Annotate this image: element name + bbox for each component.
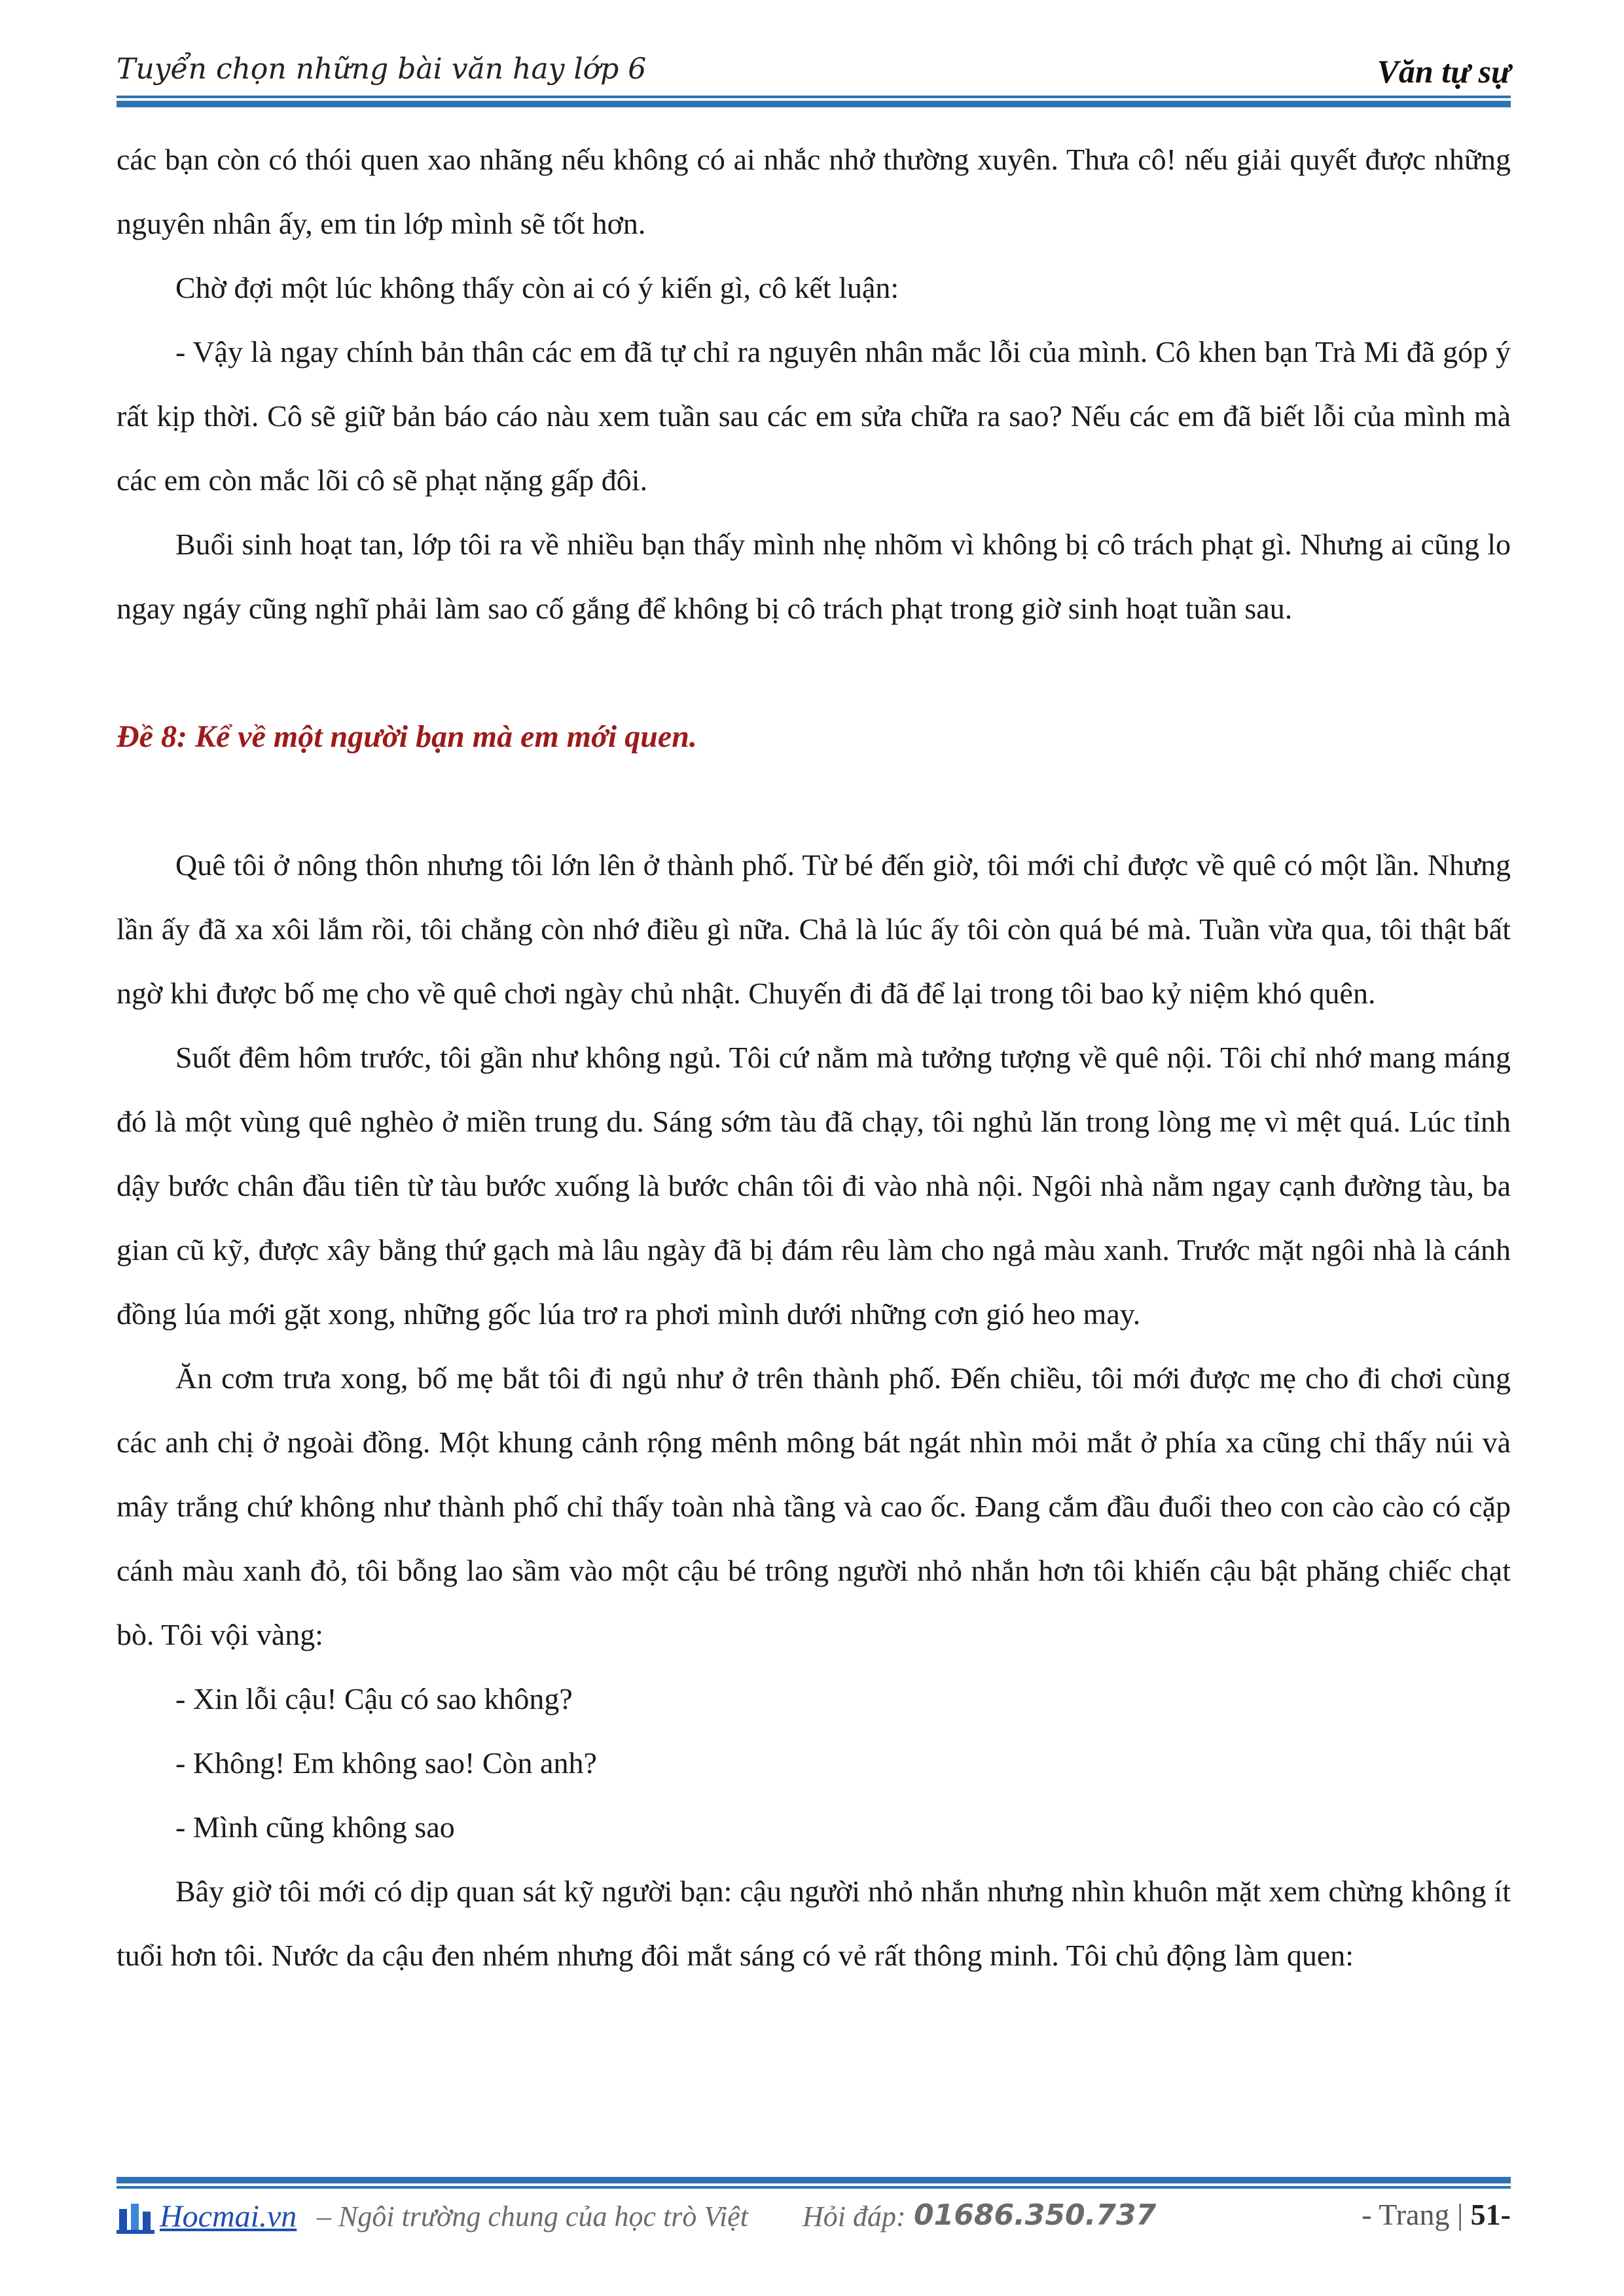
hotline-label: Hỏi đáp: bbox=[803, 2200, 906, 2233]
page-header bbox=[117, 52, 1511, 98]
header-section-title: Văn tự sự bbox=[1377, 53, 1511, 90]
dialogue-line: - Không! Em không sao! Còn anh? bbox=[175, 1746, 597, 1780]
page-number bbox=[1362, 2197, 1511, 2232]
section-heading: Đề 8: Kể về một người bạn mà em mới quen. bbox=[117, 719, 697, 754]
dialogue-line: - Mình cũng không sao bbox=[175, 1810, 455, 1844]
paragraph: Bây giờ tôi mới có dịp quan sát kỹ người bạn: cậu người nhỏ nhắn nhưng nhìn khuôn mặt xem chừng không ít tuổi hơn tôi. Nước da cậu đen nhém nhưng đôi mắt sáng có vẻ rất thông minh. Tôi chủ động làm quen: bbox=[117, 1874, 1511, 1972]
page-prefix: - Trang | bbox=[1362, 2198, 1464, 2231]
footer-rule bbox=[117, 2177, 1511, 2189]
paragraph: Suốt đêm hôm trước, tôi gần như không ngủ. Tôi cứ nằm mà tưởng tượng về quê nội. Tôi chỉ nhớ mang máng đó là một vùng quê nghèo ở miền trung du. Sáng sớm tàu đã chạy, tôi nghủ lăn trong lòng mẹ vì mệt quá. Lúc tỉnh dậy bước chân đầu tiên từ tàu bước xuống là bước chân tôi đi vào nhà nội. Ngôi nhà nằm ngay cạnh đường tàu, ba gian cũ kỹ, được xây bằng thứ gạch mà lâu ngày đã bị đám rêu làm cho ngả màu xanh. Trước mặt ngôi nhà là cánh đồng lúa mới gặt xong, những gốc lúa trơ ra phơi mình dưới những cơn gió heo may. bbox=[117, 1041, 1511, 1331]
header-rule bbox=[117, 96, 1511, 107]
site-link[interactable]: Hocmai.vn bbox=[160, 2199, 297, 2234]
paragraph: Ăn cơm trưa xong, bố mẹ bắt tôi đi ngủ như ở trên thành phố. Đến chiều, tôi mới được mẹ cho đi chơi cùng các anh chị ở ngoài đồng. Một khung cảnh rộng mênh mông bát ngát nhìn mỏi mắt ở phía xa cũng chỉ thấy núi và mây trắng chứ không như thành phố chỉ thấy toàn nhà tầng và cao ốc. Đang cắm đầu đuổi theo con cào cào có cặp cánh màu xanh đỏ, tôi bỗng lao sầm vào một cậu bé trông người nhỏ nhắn hơn tôi khiến cậu bật phăng chiếc chạt bò. Tôi vội vàng: bbox=[117, 1361, 1511, 1651]
hocmai-logo-icon bbox=[117, 2201, 154, 2234]
header-book-title: Tuyển chọn những bài văn hay lớp 6 bbox=[117, 52, 647, 86]
page-number-value: 51- bbox=[1470, 2198, 1511, 2231]
footer-slogan: – Ngôi trường chung của học trò Việt bbox=[317, 2200, 748, 2233]
paragraph: Quê tôi ở nông thôn nhưng tôi lớn lên ở thành phố. Từ bé đến giờ, tôi mới chỉ được về quê có một lần. Nhưng lần ấy đã xa xôi lắm rồi, tôi chẳng còn nhớ điều gì nữa. Chả là lúc ấy tôi còn quá bé mà. Tuần vừa qua, tôi thật bất ngờ khi được bố mẹ cho về quê chơi ngày chủ nhật. Chuyến đi đã để lại trong tôi bao kỷ niệm khó quên. bbox=[117, 848, 1511, 1010]
paragraph: - Vậy là ngay chính bản thân các em đã tự chỉ ra nguyên nhân mắc lỗi của mình. Cô khen bạn Trà Mi đã góp ý rất kịp thời. Cô sẽ giữ bản báo cáo nàu xem tuần sau các em sửa chữa ra sao? Nếu các em đã biết lỗi của mình mà các em còn mắc lõi cô sẽ phạt nặng gấp đôi. bbox=[117, 335, 1511, 497]
hotline-number: 01686.350.737 bbox=[914, 2198, 1157, 2232]
document-body bbox=[117, 128, 1511, 1988]
paragraph: Chờ đợi một lúc không thấy còn ai có ý kiến gì, cô kết luận: bbox=[175, 271, 899, 304]
dialogue-line: - Xin lỗi cậu! Cậu có sao không? bbox=[175, 1682, 573, 1715]
paragraph: Buổi sinh hoạt tan, lớp tôi ra về nhiều bạn thấy mình nhẹ nhõm vì không bị cô trách phạt gì. Nhưng ai cũng lo ngay ngáy cũng nghĩ phải làm sao cố gắng để không bị cô trách phạt trong giờ sinh hoạt tuần sau. bbox=[117, 528, 1511, 625]
paragraph: các bạn còn có thói quen xao nhãng nếu không có ai nhắc nhở thường xuyên. Thưa cô! nếu giải quyết được những nguyên nhân ấy, em tin lớp mình sẽ tốt hơn. bbox=[117, 143, 1511, 240]
page-footer bbox=[117, 2196, 1511, 2242]
